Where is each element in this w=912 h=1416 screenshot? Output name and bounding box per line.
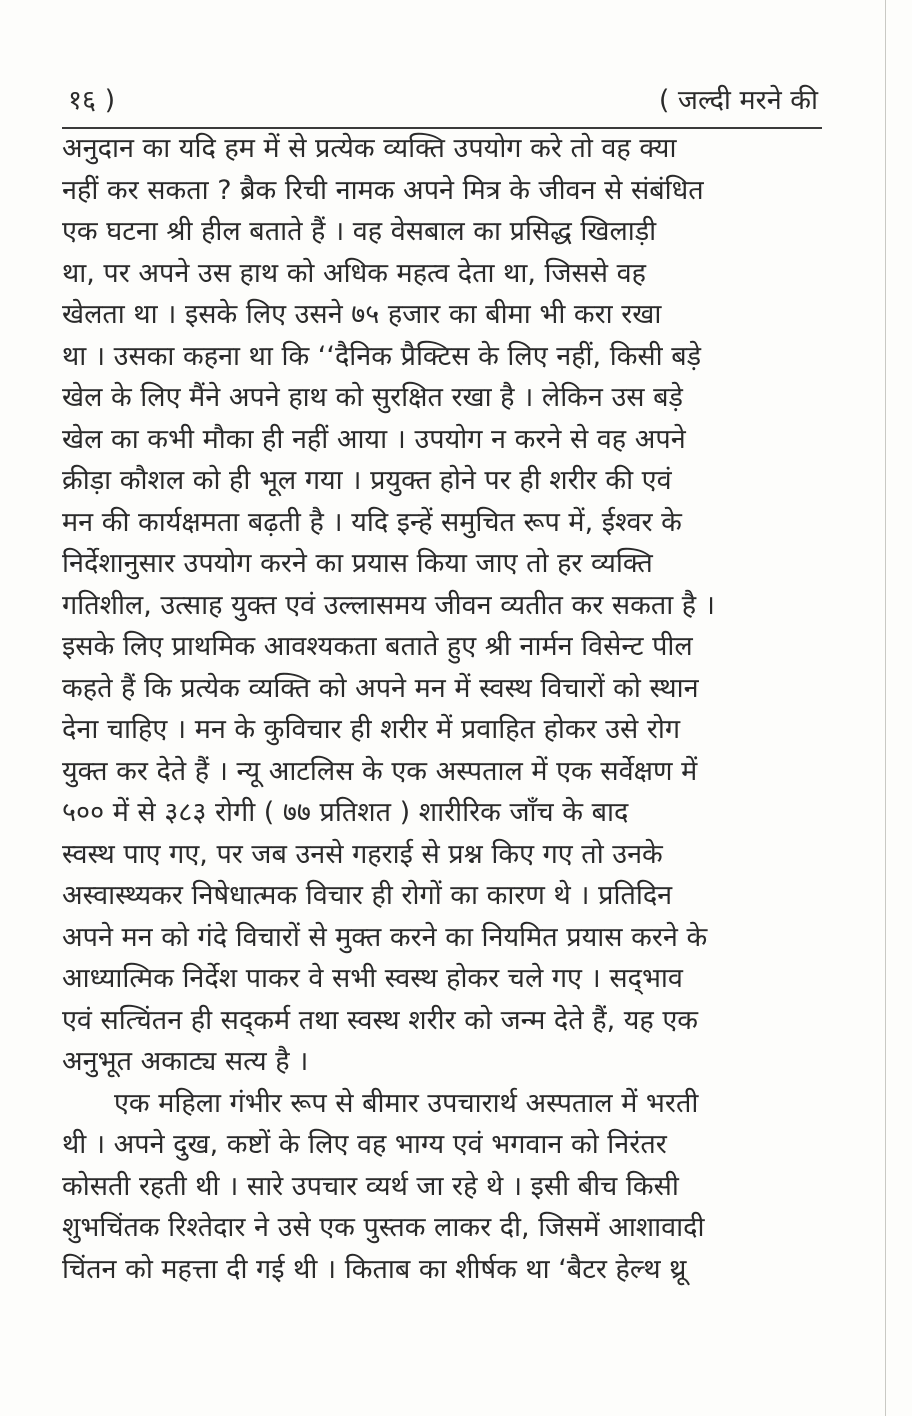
text-line: देना चाहिए । मन के कुविचार ही शरीर में प्रवाहित होकर उसे रोग: [62, 714, 681, 745]
page-header: [68, 76, 820, 128]
text-line: एक घटना श्री हील बताते हैं । वह वेसबाल का प्रसिद्ध खिलाड़ी: [62, 216, 657, 247]
text-line: कोसती रहती थी । सारे उपचार व्यर्थ जा रहे थे । इसी बीच किसी: [62, 1170, 679, 1202]
text-line: अनुदान का यदि हम में से प्रत्येक व्यक्ति उपयोग करे तो वह क्या: [62, 133, 677, 164]
text-line: कहते हैं कि प्रत्येक व्यक्ति को अपने मन में स्वस्थ विचारों को स्थान: [62, 672, 699, 704]
text-line: मन की कार्यक्षमता बढ़ती है । यदि इन्हें समुचित रूप में, ईश्वर के: [62, 506, 682, 538]
text-line: ५०० में से ३८३ रोगी ( ७७ प्रतिशत ) शारीरिक जाँच के बाद: [62, 797, 629, 828]
page-edge-line: [885, 0, 886, 1416]
text-line: नहीं कर सकता ? ब्रैक रिची नामक अपने मित्र के जीवन से संबंधित: [62, 174, 704, 206]
paragraph-start-line: एक महिला गंभीर रूप से बीमार उपचारार्थ अस्पताल में भरती: [114, 1087, 699, 1119]
text-line: थी । अपने दुख, कष्टों के लिए वह भाग्य एवं भगवान को निरंतर: [62, 1129, 667, 1160]
text-line: चिंतन को महत्ता दी गई थी । किताब का शीर्षक था ‘बैटर हेल्थ थ्रू: [62, 1253, 687, 1285]
text-line: शुभचिंतक रिश्तेदार ने उसे एक पुस्तक लाकर दी, जिसमें आशावादी: [62, 1212, 705, 1243]
text-line: अस्वास्थ्यकर निषेधात्मक विचार ही रोगों का कारण थे । प्रतिदिन: [62, 880, 673, 911]
text-line: खेल के लिए मैंने अपने हाथ को सुरक्षित रखा है । लेकिन उस बड़े: [62, 382, 683, 413]
body-text: [62, 128, 822, 1290]
text-line: गतिशील, उत्साह युक्त एवं उल्लासमय जीवन व्यतीत कर सकता है ।: [62, 589, 715, 621]
text-line: एवं सत्चिंतन ही सद्‌कर्म तथा स्वस्थ शरीर को जन्म देते हैं, यह एक: [62, 1004, 698, 1036]
page-number: १६ ): [68, 85, 116, 116]
text-line: अपने मन को गंदे विचारों से मुक्त करने का नियमित प्रयास करने के: [62, 921, 708, 953]
text-line: क्रीड़ा कौशल को ही भूल गया । प्रयुक्त होने पर ही शरीर की एवं: [62, 465, 672, 496]
text-line: निर्देशानुसार उपयोग करने का प्रयास किया जाए तो हर व्यक्ति: [62, 548, 653, 579]
text-line: स्वस्थ पाए गए, पर जब उनसे गहराई से प्रश्न किए गए तो उनके: [62, 838, 663, 870]
text-line: खेलता था । इसके लिए उसने ७५ हजार का बीमा भी करा रखा: [62, 299, 662, 330]
text-line: युक्त कर देते हैं । न्यू आटलिस के एक अस्पताल में एक सर्वेक्षण में: [62, 755, 698, 787]
running-title: ( जल्दी मरने की: [658, 85, 818, 116]
text-line: खेल का कभी मौका ही नहीं आया । उपयोग न करने से वह अपने: [62, 423, 686, 455]
text-line: था, पर अपने उस हाथ को अधिक महत्व देता था, जिससे वह: [62, 257, 646, 289]
text-line: इसके लिए प्राथमिक आवश्यकता बताते हुए श्री नार्मन विसेन्ट पील: [62, 631, 693, 662]
text-line: था । उसका कहना था कि ‘‘दैनिक प्रैक्टिस के लिए नहीं, किसी बड़े: [62, 340, 702, 372]
text-line: अनुभूत अकाट्य सत्य है ।: [62, 1046, 309, 1077]
text-line: आध्यात्मिक निर्देश पाकर वे सभी स्वस्थ होकर चले गए । सद्‌भाव: [62, 963, 683, 994]
